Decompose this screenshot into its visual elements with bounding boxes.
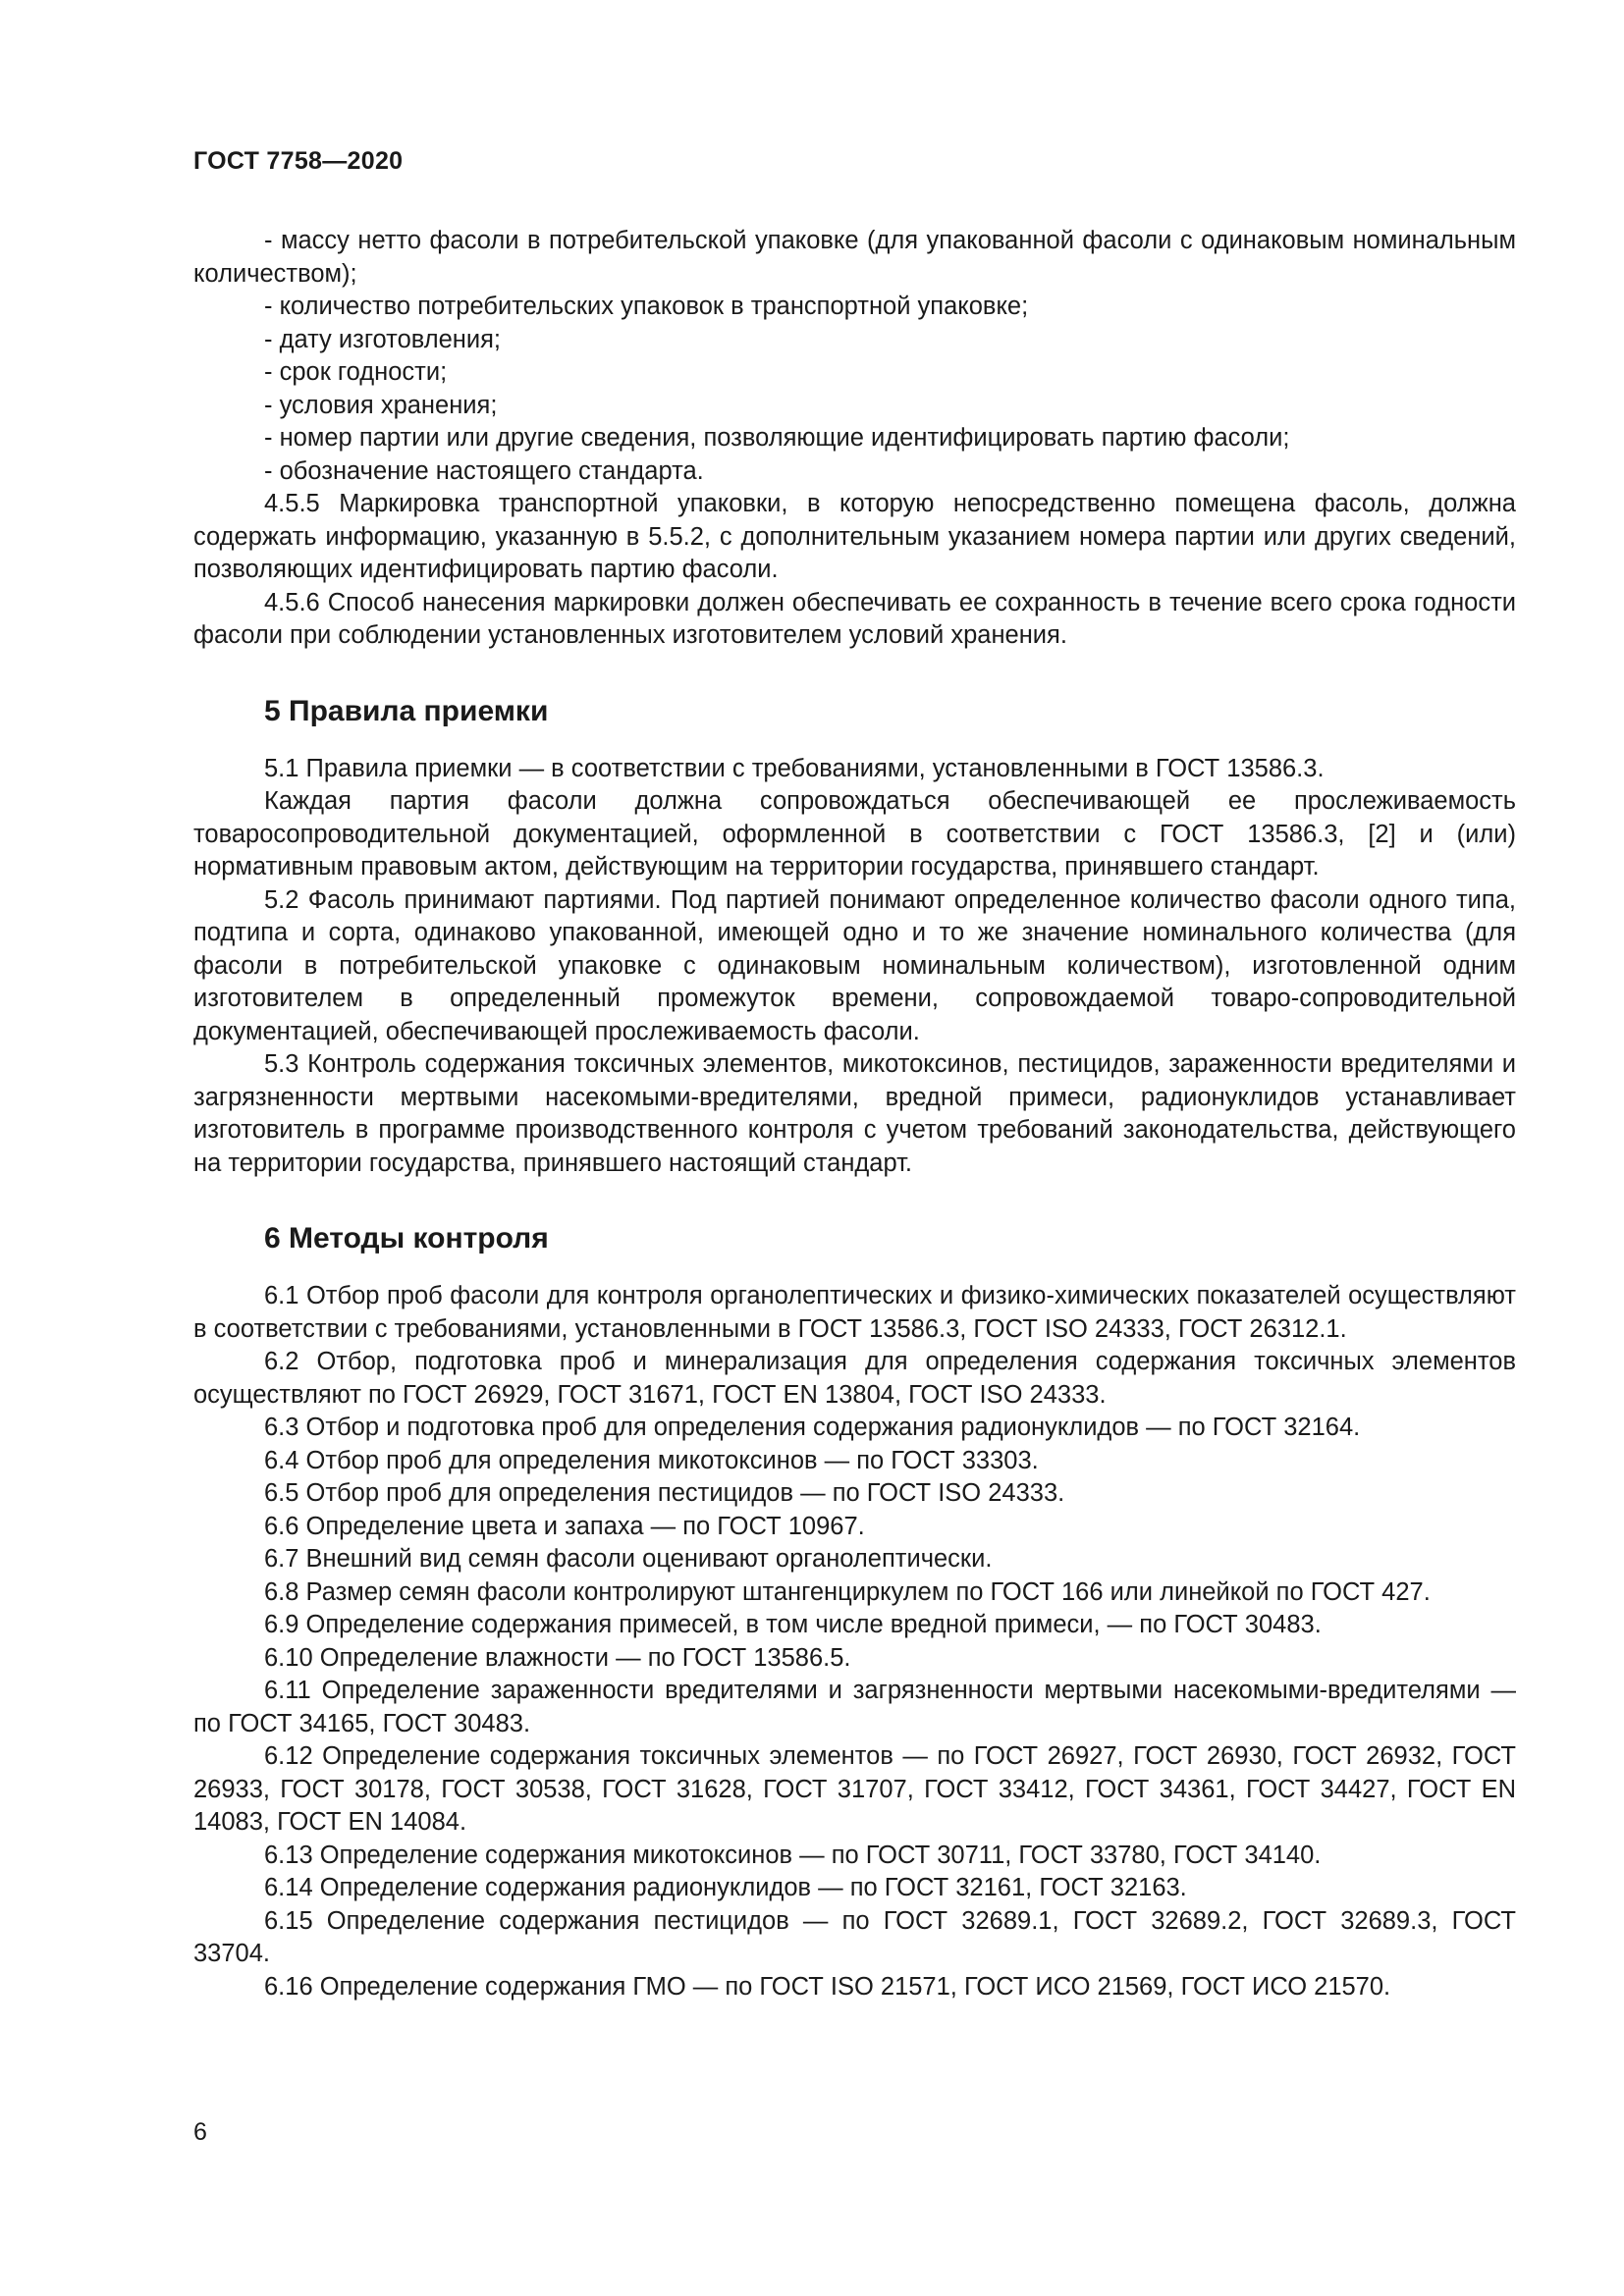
document-body	[193, 225, 1516, 2003]
paragraph-6-16: 6.16 Определение содержания ГМО — по ГОСТ ISO 21571, ГОСТ ИСО 21569, ГОСТ ИСО 21570.	[264, 1972, 1391, 2001]
paragraph-6-6: 6.6 Определение цвета и запаха — по ГОСТ 10967.	[264, 1512, 865, 1540]
paragraph-4-5-5: 4.5.5 Маркировка транспортной упаковки, в которую непосредственно помещена фасоль, должна содержать информацию, указанную в 5.5.2, с дополнительным указанием номера партии или других сведений, позволяющих идентифицировать партию фасоли.	[193, 490, 1516, 583]
paragraph-6-11: 6.11 Определение зараженности вредителями и загрязненности мертвыми насекомыми-вредителями — по ГОСТ 34165, ГОСТ 30483.	[193, 1677, 1516, 1737]
list-item: - обозначение настоящего стандарта.	[264, 456, 704, 485]
list-item: - количество потребительских упаковок в транспортной упаковке;	[264, 293, 1029, 320]
paragraph-6-3: 6.3 Отбор и подготовка проб для определения содержания радионуклидов — по ГОСТ 32164.	[264, 1414, 1361, 1441]
paragraph-5-2: 5.2 Фасоль принимают партиями. Под партией понимают определенное количество фасоли одного типа, подтипа и сорта, одинаково упакованной, имеющей одно и то же значение номинального количества (для фасоли в потребительской упаковке с одинаковым номинальным количеством), изготовленной одним изготовителем в определенный промежуток времени, сопровождаемой товаро-сопроводительной документацией, обеспечивающей прослеживаемость фасоли.	[193, 885, 1516, 1045]
paragraph-6-5: 6.5 Отбор проб для определения пестицидов — по ГОСТ ISO 24333.	[264, 1479, 1065, 1507]
paragraph-6-4: 6.4 Отбор проб для определения микотоксинов — по ГОСТ 33303.	[264, 1446, 1039, 1474]
paragraph-6-9: 6.9 Определение содержания примесей, в том числе вредной примеси, — по ГОСТ 30483.	[264, 1611, 1322, 1638]
list-item: - номер партии или другие сведения, позволяющие идентифицировать партию фасоли;	[264, 424, 1290, 452]
paragraph-6-8: 6.8 Размер семян фасоли контролируют штангенциркулем по ГОСТ 166 или линейкой по ГОСТ 427.	[264, 1577, 1431, 1606]
list-item: - условия хранения;	[264, 391, 498, 419]
paragraph-5-1-b: Каждая партия фасоли должна сопровождаться обеспечивающей ее прослеживаемость товаросопроводительной документацией, оформленной в соответствии с ГОСТ 13586.3, [2] и (или) нормативным правовым актом, действующим на территории государства, принявшего стандарт.	[193, 787, 1516, 881]
paragraph-6-13: 6.13 Определение содержания микотоксинов — по ГОСТ 30711, ГОСТ 33780, ГОСТ 34140.	[264, 1841, 1322, 1869]
paragraph-6-14: 6.14 Определение содержания радионуклидов — по ГОСТ 32161, ГОСТ 32163.	[264, 1874, 1187, 1901]
paragraph-6-15: 6.15 Определение содержания пестицидов — по ГОСТ 32689.1, ГОСТ 32689.2, ГОСТ 32689.3, ГОСТ 33704.	[193, 1906, 1516, 1967]
paragraph-6-2: 6.2 Отбор, подготовка проб и минерализация для определения содержания токсичных элементов осуществляют по ГОСТ 26929, ГОСТ 31671, ГОСТ EN 13804, ГОСТ ISO 24333.	[193, 1348, 1516, 1409]
paragraph-6-12: 6.12 Определение содержания токсичных элементов — по ГОСТ 26927, ГОСТ 26930, ГОСТ 26932, ГОСТ 26933, ГОСТ 30178, ГОСТ 30538, ГОСТ 31628, ГОСТ 31707, ГОСТ 33412, ГОСТ 34361, ГОСТ 34427, ГОСТ EN 14083, ГОСТ EN 14084.	[193, 1742, 1516, 1836]
paragraph-4-5-6: 4.5.6 Способ нанесения маркировки должен обеспечивать ее сохранность в течение всего срока годности фасоли при соблюдении установленных изготовителем условий хранения.	[193, 588, 1516, 649]
paragraph-5-3: 5.3 Контроль содержания токсичных элементов, микотоксинов, пестицидов, зараженности вредителями и загрязненности мертвыми насекомыми-вредителями, вредной примеси, радионуклидов устанавливает изготовитель в программе производственного контроля с учетом требований законодательства, действующего на территории государства, принявшего настоящий стандарт.	[193, 1050, 1516, 1177]
list-item: - срок годности;	[264, 358, 448, 386]
list-item: - дату изготовления;	[264, 325, 501, 353]
page-number: 6	[193, 2118, 207, 2146]
list-item: - массу нетто фасоли в потребительской упаковке (для упакованной фасоли с одинаковым номинальным количеством);	[193, 227, 1516, 288]
paragraph-5-1: 5.1 Правила приемки — в соответствии с требованиями, установленными в ГОСТ 13586.3.	[264, 754, 1325, 782]
section-6-title: 6 Методы контроля	[264, 1222, 549, 1255]
paragraph-6-7: 6.7 Внешний вид семян фасоли оценивают органолептически.	[264, 1545, 993, 1573]
section-5-title: 5 Правила приемки	[264, 694, 549, 727]
paragraph-6-10: 6.10 Определение влажности — по ГОСТ 13586.5.	[264, 1643, 851, 1672]
document-header: ГОСТ 7758—2020	[193, 147, 404, 175]
paragraph-6-1: 6.1 Отбор проб фасоли для контроля органолептических и физико-химических показателей осуществляют в соответствии с требованиями, установленными в ГОСТ 13586.3, ГОСТ ISO 24333, ГОСТ 26312.1.	[193, 1282, 1516, 1343]
